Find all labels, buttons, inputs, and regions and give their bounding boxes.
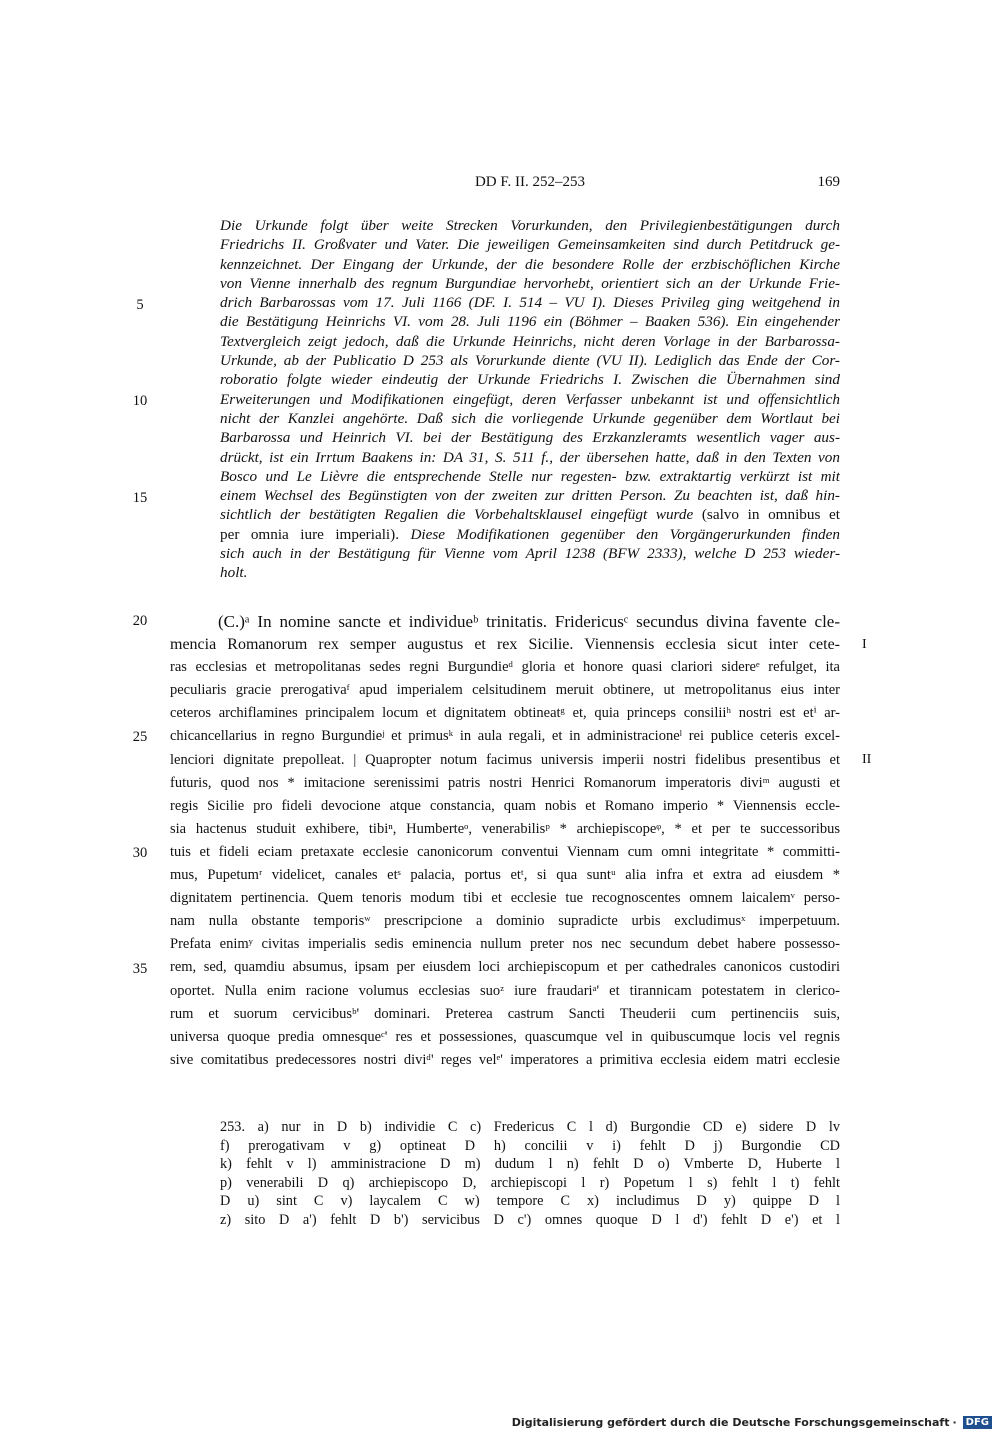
dfg-logo: DFG xyxy=(963,1416,992,1429)
charter-line: Prefata enimʸ civitas imperialis sedis eminencia nullum preter nos nec secundum debet habere possesso- xyxy=(170,936,840,953)
footnote-line: 253. a) nur in D b) individie C c) Fredericus C l d) Burgondie CD e) sidere D lv xyxy=(220,1119,840,1135)
charter-line: tuis et fideli eciam pretaxate ecclesie canonicorum conventui Viennam cum omni integritate * committi- xyxy=(170,843,840,860)
margin-mark: II xyxy=(862,752,872,767)
line-number: 15 xyxy=(132,490,148,506)
commentary-line: kennzeichnet. Der Eingang der Urkunde, der die besondere Rolle der erzbischöflichen Kirche xyxy=(220,255,840,273)
commentary-line: Friedrichs II. Großvater und Vater. Die jeweiligen Gemeinsamkeiten sind durch Petitdruck ge- xyxy=(220,236,840,254)
charter-line: ceteros archiflamines principalem locum et dignitatem obtineatᵍ et, quia princeps consiliiʰ nostri est etⁱ ar- xyxy=(170,705,840,722)
credit-text: Digitalisierung gefördert durch die Deutsche Forschungsgemeinschaft xyxy=(511,1416,950,1429)
commentary-italic-run: sichtlich der bestätigten Regalien die Vorbehaltsklausel eingefügt wurde xyxy=(220,506,694,524)
page-number: 169 xyxy=(817,174,840,190)
charter-line: mencia Romanorum rex semper augustus et rex Sicilie. Viennensis ecclesia sicut inter cete- xyxy=(170,636,840,654)
commentary-line: die Bestätigung Heinrichs VI. vom 28. Juli 1196 ein (Böhmer – Baaken 536). Ein eingehender xyxy=(220,313,840,331)
commentary-line: nicht der Kanzlei angehörte. Daß sich die vorliegende Urkunde gegenüber dem Wortlaut bei xyxy=(220,409,840,427)
charter-line: rum et suorum cervicibusᵇ' dominari. Preterea castrum Sancti Theuderii cum pertinenciis suis, xyxy=(170,1005,840,1022)
charter-line: peculiaris gracie prerogativaᶠ apud imperialem celsitudinem meruit obtinere, ut metropolitanus eius inter xyxy=(170,682,840,699)
footnote-line: f) prerogativam v g) optineat D h) concilii v i) fehlt D j) Burgondie CD xyxy=(220,1137,840,1154)
footnote-line: p) venerabili D q) archiepiscopo D, archiepiscopi l r) Popetum l s) fehlt l t) fehlt xyxy=(220,1174,840,1191)
charter-line: sia hactenus studuit exhibere, tibiⁿ, Humberteᵒ, venerabilisᵖ * archiepiscopeᵠ, * et per te successoribus xyxy=(170,820,840,837)
charter-text xyxy=(170,610,840,1072)
charter-line: oportet. Nulla enim racione volumus ecclesias suoᶻ iure fraudariᵃ' et tirannicam potestatem in clerico- xyxy=(170,982,840,999)
charter-line: rem, sed, quamdiu absumus, ipsam per eiusdem loci archiepiscopum et per cathedrales canonicos custodiri xyxy=(170,959,840,976)
charter-line: nam nulla obstante temporisʷ prescripcione a dominio supradicte urbis excludimusˣ imperpetuum. xyxy=(170,913,840,930)
commentary-line: Urkunde, ab der Publicatio D 253 als Vorurkunde diente (VU II). Lediglich das Ende der Cor- xyxy=(220,352,840,370)
line-number: 35 xyxy=(132,961,148,977)
commentary-line: von Vienne innerhalb des regnum Burgundiae hervorhebt, orientiert sich an der Urkunde Frie- xyxy=(220,274,840,292)
commentary-line: einem Wechsel des Begünstigten von der zweiten zur dritten Person. Zu beachten ist, daß hin- xyxy=(220,487,840,505)
line-number: 20 xyxy=(132,613,148,629)
commentary-paragraph xyxy=(220,216,840,583)
charter-line: ras ecclesias et metropolitanas sedes regni Burgundieᵈ gloria et honore quasi clariori sidereᵉ refulget, ita xyxy=(170,659,840,676)
charter-line: futuris, quod nos * imitacione serenissimi patris nostri Henrici Romanorum imperatoris diviᵐ augusti et xyxy=(170,774,840,791)
commentary-line: Barbarossa und Heinrich VI. bei der Bestätigung des Erzkanzleramts wesentlich vager aus- xyxy=(220,429,840,447)
charter-line: (C.)ᵃ In nomine sancte et individueᵇ trinitatis. Fridericusᶜ secundus divina favente cle- xyxy=(218,612,840,631)
commentary-line: Textvergleich zeigt jedoch, daß die Urkunde Heinrichs, nicht deren Vorlage in der Barbarossa- xyxy=(220,332,840,350)
margin-mark: I xyxy=(862,637,867,652)
commentary-roman-run: (salvo in omnibus et xyxy=(701,506,840,524)
footnote-line: D u) sint C v) laycalem C w) tempore C x) includimus D y) quippe D l xyxy=(220,1193,840,1210)
charter-line: dignitatem pertinencia. Quem tenoris modum tibi et ecclesie tue recognoscentes omnem laicalemᵛ perso- xyxy=(170,890,840,907)
commentary-roman-run: per omnia iure imperiali). xyxy=(220,525,399,543)
commentary-line: drückt, ist ein Irrtum Baakens in: DA 31, S. 511 f., der übersehen hatte, daß in den Texten von xyxy=(220,448,840,466)
charter-line: lenciori dignitate prepolleat. | Quapropter notum facimus universis imperii nostri fidelibus presentibus et xyxy=(170,751,840,768)
line-number: 30 xyxy=(132,845,148,861)
running-title: DD F. II. 252–253 xyxy=(474,174,586,190)
charter-line: universa quoque predia omnesqueᶜ' res et possessiones, quascumque vel in quibuscumque locis vel regnis xyxy=(170,1028,840,1045)
charter-line: sive comitatibus predecessores nostri diviᵈ' reges velᵉ' imperatores a primitiva ecclesia eidem matri ecclesie xyxy=(170,1051,840,1068)
commentary-line: sich auch in der Bestätigung für Vienne vom April 1238 (BFW 2333), welche D 253 wieder- xyxy=(220,545,840,563)
charter-line: chicancellarius in regno Burgundieʲ et primusᵏ in aula regali, et in administracioneˡ rei publice ceteris excel- xyxy=(170,728,840,745)
charter-line: regis Sicilie pro fideli devocione atque constancia, quam nobis et Romano imperio * Viennensis eccle- xyxy=(170,797,840,814)
footnote-line: k) fehlt v l) amministracione D m) dudum l n) fehlt D o) Vmberte D, Huberte l xyxy=(220,1156,840,1173)
commentary-italic-run: Diese Modifikationen gegenüber den Vorgängerurkunden finden xyxy=(410,525,840,543)
charter-line: mus, Pupetumʳ videlicet, canales etˢ palacia, portus etᵗ, si qua suntᵘ alia infra et extra ad eiusdem * xyxy=(170,867,840,884)
line-number: 10 xyxy=(132,393,148,409)
commentary-line: Die Urkunde folgt über weite Strecken Vorurkunden, den Privilegienbestätigungen durch xyxy=(220,217,840,234)
commentary-line xyxy=(220,505,840,524)
line-number: 5 xyxy=(136,297,144,313)
commentary-line xyxy=(220,525,840,544)
line-number: 25 xyxy=(132,729,148,745)
footnote-line: z) sito D a') fehlt D b') servicibus D c') omnes quoque D l d') fehlt D e') et l xyxy=(220,1211,840,1228)
commentary-line: Bosco und Le Lièvre die entsprechende Stelle nur regesten- bzw. extraktartig verkürzt ist mit xyxy=(220,467,840,485)
commentary-line: holt. xyxy=(220,564,248,582)
critical-apparatus xyxy=(220,1118,840,1230)
commentary-line: drich Barbarossas vom 17. Juli 1166 (DF. I. 514 – VU I). Dieses Privileg ging weitgehend in xyxy=(220,294,840,312)
running-header xyxy=(220,174,840,194)
commentary-line: Erweiterungen und Modifikationen eingefügt, deren Verfasser unbekannt ist und offensichtlich xyxy=(220,390,840,408)
commentary-line: roboratio folgte wieder eindeutig der Urkunde Friedrichs I. Zwischen die Übernahmen sind xyxy=(220,371,840,389)
digitization-credit: Digitalisierung gefördert durch die Deutsche Forschungsgemeinschaft · DFG xyxy=(512,1416,992,1429)
